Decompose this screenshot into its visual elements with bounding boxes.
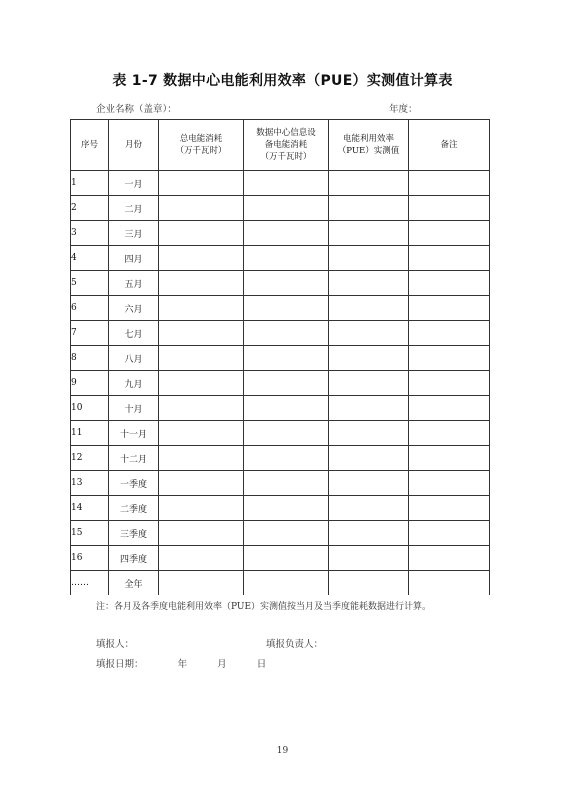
- it-energy-cell: [244, 496, 329, 521]
- row-period: 三月: [109, 221, 159, 246]
- row-seq: 9: [71, 371, 109, 396]
- row-period: 三季度: [109, 521, 159, 546]
- page-number: 19: [276, 746, 289, 756]
- it-energy-cell: [244, 396, 329, 421]
- it-energy-cell: [244, 521, 329, 546]
- row-seq: 7: [71, 321, 109, 346]
- it-energy-cell: [244, 371, 329, 396]
- table-row: [71, 571, 490, 596]
- pue-cell: [329, 421, 409, 446]
- it-energy-cell: [244, 571, 329, 596]
- remarks-cell: [409, 446, 490, 471]
- table-row: [71, 446, 490, 471]
- table-note: 注：各月及各季度电能利用效率（PUE）实测值按当月及当季度能耗数据进行计算。: [96, 602, 432, 612]
- header-seq: 序号: [71, 120, 109, 171]
- table-row: [71, 221, 490, 246]
- it-energy-cell: [244, 546, 329, 571]
- row-seq: 6: [71, 296, 109, 321]
- row-period: 七月: [109, 321, 159, 346]
- remarks-cell: [409, 321, 490, 346]
- row-seq: 1: [71, 171, 109, 196]
- responsible-label: 填报负责人：: [266, 639, 324, 650]
- row-seq: 15: [71, 521, 109, 546]
- total-energy-cell: [159, 371, 244, 396]
- remarks-cell: [409, 296, 490, 321]
- row-seq: 12: [71, 446, 109, 471]
- pue-cell: [329, 446, 409, 471]
- header-pue: 电能利用效率 （PUE）实测值: [329, 120, 409, 171]
- pue-cell: [329, 496, 409, 521]
- remarks-cell: [409, 521, 490, 546]
- row-period: 八月: [109, 346, 159, 371]
- row-seq: 8: [71, 346, 109, 371]
- row-period: 二月: [109, 196, 159, 221]
- row-seq: 13: [71, 471, 109, 496]
- total-energy-cell: [159, 421, 244, 446]
- pue-cell: [329, 296, 409, 321]
- row-period: 全年: [109, 571, 159, 596]
- pue-cell: [329, 371, 409, 396]
- row-period: 九月: [109, 371, 159, 396]
- table-header-row: [71, 120, 490, 171]
- header-it-energy: 数据中心信息设 备电能消耗 （万千瓦时）: [244, 120, 329, 171]
- it-energy-cell: [244, 471, 329, 496]
- pue-cell: [329, 271, 409, 296]
- table-row: [71, 196, 490, 221]
- total-energy-cell: [159, 246, 244, 271]
- total-energy-cell: [159, 271, 244, 296]
- pue-table: [70, 119, 490, 595]
- pue-cell: [329, 546, 409, 571]
- remarks-cell: [409, 496, 490, 521]
- table-row: [71, 496, 490, 521]
- pue-cell: [329, 196, 409, 221]
- pue-cell: [329, 321, 409, 346]
- remarks-cell: [409, 371, 490, 396]
- row-period: 四月: [109, 246, 159, 271]
- fill-date-month: 月: [217, 659, 227, 670]
- row-period: 十月: [109, 396, 159, 421]
- row-period: 六月: [109, 296, 159, 321]
- header-total-energy: 总电能消耗 （万千瓦时）: [159, 120, 244, 171]
- table-row: [71, 271, 490, 296]
- row-seq: 2: [71, 196, 109, 221]
- it-energy-cell: [244, 196, 329, 221]
- pue-cell: [329, 571, 409, 596]
- table-row: [71, 521, 490, 546]
- table-row: [71, 346, 490, 371]
- row-seq: 5: [71, 271, 109, 296]
- fill-date-label: 填报日期：: [96, 659, 144, 670]
- total-energy-cell: [159, 546, 244, 571]
- header-month: 月份: [109, 120, 159, 171]
- table-title: 表 1-7 数据中心电能利用效率（PUE）实测值计算表: [112, 73, 453, 89]
- it-energy-cell: [244, 246, 329, 271]
- table-row: [71, 371, 490, 396]
- total-energy-cell: [159, 521, 244, 546]
- remarks-cell: [409, 271, 490, 296]
- it-energy-cell: [244, 221, 329, 246]
- row-period: 二季度: [109, 496, 159, 521]
- table-row: [71, 246, 490, 271]
- year-label: 年度：: [389, 104, 418, 115]
- remarks-cell: [409, 546, 490, 571]
- filler-label: 填报人：: [96, 639, 135, 650]
- row-period: 十一月: [109, 421, 159, 446]
- remarks-cell: [409, 571, 490, 596]
- pue-cell: [329, 246, 409, 271]
- fill-date-year: 年: [177, 659, 188, 670]
- pue-cell: [329, 171, 409, 196]
- table-body: [71, 171, 490, 596]
- total-energy-cell: [159, 221, 244, 246]
- table-row: [71, 321, 490, 346]
- table-row: [71, 396, 490, 421]
- remarks-cell: [409, 346, 490, 371]
- pue-cell: [329, 396, 409, 421]
- remarks-cell: [409, 221, 490, 246]
- total-energy-cell: [159, 471, 244, 496]
- pue-cell: [329, 346, 409, 371]
- remarks-cell: [409, 246, 490, 271]
- total-energy-cell: [159, 446, 244, 471]
- it-energy-cell: [244, 171, 329, 196]
- table-row: [71, 296, 490, 321]
- total-energy-cell: [159, 321, 244, 346]
- remarks-cell: [409, 171, 490, 196]
- total-energy-cell: [159, 171, 244, 196]
- row-seq: 10: [71, 396, 109, 421]
- it-energy-cell: [244, 346, 329, 371]
- row-seq: 14: [71, 496, 109, 521]
- it-energy-cell: [244, 321, 329, 346]
- company-name-label: 企业名称（盖章）：: [96, 104, 177, 115]
- fill-date: [96, 656, 266, 670]
- table-row: [71, 171, 490, 196]
- fill-date-day: 日: [256, 659, 267, 670]
- row-period: 五月: [109, 271, 159, 296]
- pue-cell: [329, 221, 409, 246]
- total-energy-cell: [159, 571, 244, 596]
- it-energy-cell: [244, 271, 329, 296]
- total-energy-cell: [159, 346, 244, 371]
- row-seq: 11: [71, 421, 109, 446]
- row-seq: ……: [71, 571, 109, 596]
- table-row: [71, 421, 490, 446]
- total-energy-cell: [159, 496, 244, 521]
- row-seq: 4: [71, 246, 109, 271]
- table-row: [71, 471, 490, 496]
- remarks-cell: [409, 396, 490, 421]
- total-energy-cell: [159, 196, 244, 221]
- row-seq: 16: [71, 546, 109, 571]
- pue-cell: [329, 521, 409, 546]
- pue-cell: [329, 471, 409, 496]
- header-remarks: 备注: [409, 120, 490, 171]
- remarks-cell: [409, 196, 490, 221]
- row-seq: 3: [71, 221, 109, 246]
- remarks-cell: [409, 471, 490, 496]
- row-period: 四季度: [109, 546, 159, 571]
- row-period: 一月: [109, 171, 159, 196]
- it-energy-cell: [244, 446, 329, 471]
- total-energy-cell: [159, 296, 244, 321]
- table-row: [71, 546, 490, 571]
- it-energy-cell: [244, 421, 329, 446]
- total-energy-cell: [159, 396, 244, 421]
- it-energy-cell: [244, 296, 329, 321]
- remarks-cell: [409, 421, 490, 446]
- row-period: 一季度: [109, 471, 159, 496]
- row-period: 十二月: [109, 446, 159, 471]
